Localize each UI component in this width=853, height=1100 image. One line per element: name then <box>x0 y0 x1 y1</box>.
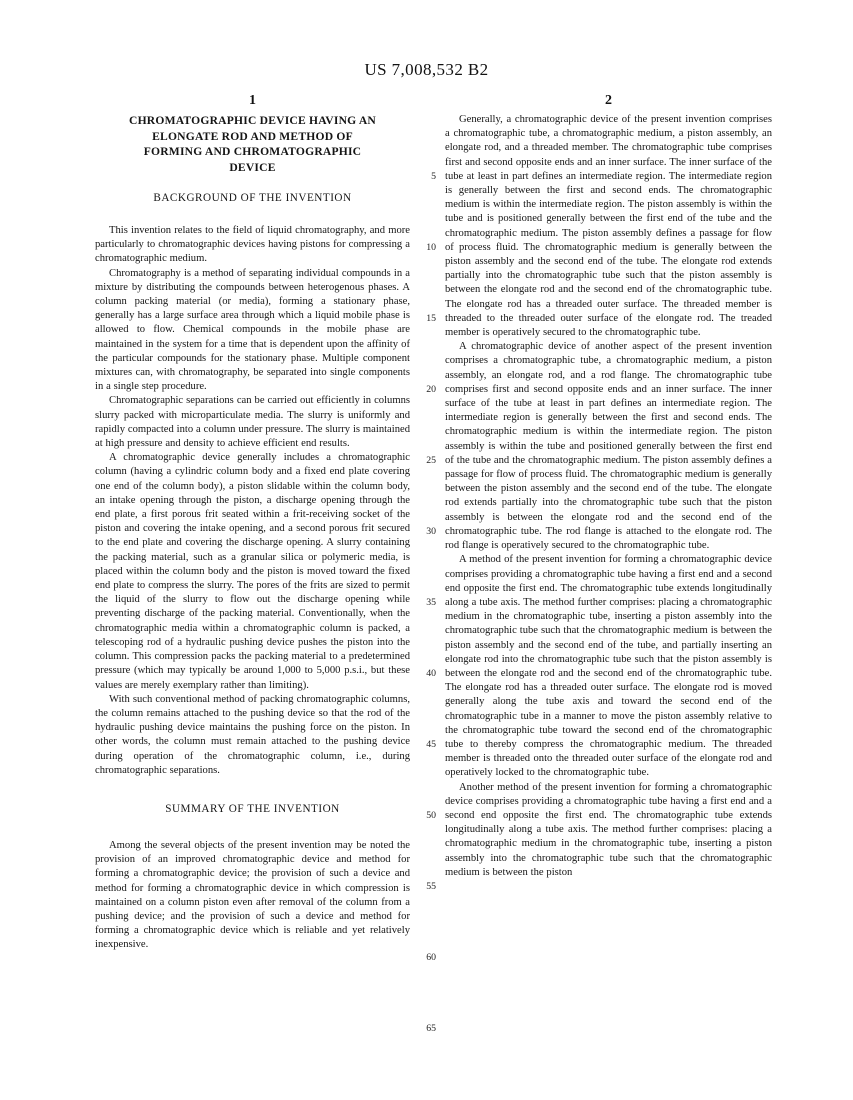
patent-number: US 7,008,532 B2 <box>364 60 489 79</box>
section-heading-summary: SUMMARY OF THE INVENTION <box>165 802 340 815</box>
line-number-gutter <box>410 92 445 1036</box>
two-column-body <box>95 92 772 1036</box>
invention-title-line: ELONGATE ROD AND METHOD OF <box>152 129 353 143</box>
line-number: 35 <box>426 596 436 608</box>
line-number: 40 <box>426 667 436 679</box>
line-number: 5 <box>431 170 436 182</box>
line-number: 60 <box>426 951 436 963</box>
line-number: 10 <box>426 241 436 253</box>
line-number: 25 <box>426 454 436 466</box>
line-number: 55 <box>426 880 436 892</box>
column-number-right: 2 <box>605 93 612 108</box>
line-number: 15 <box>426 312 436 324</box>
invention-title-line: DEVICE <box>229 160 276 174</box>
invention-title <box>95 113 410 175</box>
line-number: 30 <box>426 525 436 537</box>
line-number: 50 <box>426 809 436 821</box>
invention-title-line: FORMING AND CHROMATOGRAPHIC <box>143 145 362 158</box>
invention-title-line: CHROMATOGRAPHIC DEVICE HAVING AN <box>129 114 376 127</box>
right-paragraph-4: Another method of the present invention for forming a chromatographic device comprises providing a chromatographic tube having a first end and a second end opposite the first end. The chromatographic tube extends longitudinally along a tube axis. The method further comprises: placing a chromatographic medium in the chromatographic tube, inserting a piston assembly into the chromatographic tube such that the chromatographic medium is between the piston <box>445 781 772 878</box>
line-number: 65 <box>426 1022 436 1034</box>
right-paragraph-2: A chromatographic device of another aspect of the present invention comprises a chromatographic tube, a chromatographic medium, a piston assembly, an elongate rod, and a rod flange. The chromatographic tube comprises first and second opposite ends and an inner surface. The inner surface of the tube at least in part defines an intermediate region. The intermediate region is generally between the first and second ends. The chromatographic medium is within the intermediate region. The piston assembly is within the tube and positioned generally between the first end of the tube and the chromatographic medium. The piston assembly defines a passage for flow of process fluid. The chromatographic medium is generally between the piston assembly and the second end of the tube. The elongate rod extends partially into the chromatographic tube such that the piston assembly is between the elongate rod and the second end of the chromatographic tube. The rod flange is attached to the elongate rod. The rod flange is operatively secured to the chromatographic tube. <box>445 341 772 552</box>
background-paragraph-2: Chromatography is a method of separating individual compounds in a mixture by distributing the compounds between heterogenous phases. A column packing material (or media), forming a stationary phase, generally has a large surface area through which a liquid mobile phase is allowed to flow. Chemical compounds in the mobile phase are maintained in the system for a time that is dependent upon the affinity of the particular compounds for the stationary phase. Multiple component mixtures can, with chromatography, be separated into single components in a single step procedure. <box>95 267 410 393</box>
background-paragraph-1: This invention relates to the field of liquid chromatography, and more particularly to chromatographic devices having pistons for compressing a chromatographic medium. <box>95 225 410 265</box>
column-number-left: 1 <box>249 93 256 108</box>
background-paragraph-5: With such conventional method of packing chromatographic columns, the column remains attached to the pushing device so that the rod of the hydraulic pushing device maintains the pushing force on the piston. In other words, the column must remain attached to the pushing device during operation of the chromatographic column, i.e., during chromatographic separations. <box>95 693 410 776</box>
right-column <box>445 92 772 1036</box>
line-number: 45 <box>426 738 436 750</box>
section-heading-background: BACKGROUND OF THE INVENTION <box>153 192 352 204</box>
right-paragraph-1: Generally, a chromatographic device of the present invention comprises a chromatographic tube, a chromatographic medium, a piston assembly, an elongate rod, and a threaded member. The chromatographic tube comprises first and second opposite ends and an inner surface. The inner surface of the tube at least in part defines an intermediate region. The intermediate region is generally between the first and second ends. The chromatographic medium is within the intermediate region. The piston assembly is within the tube and is positioned generally between the first end of the tube and the chromatographic medium. The piston assembly defines a passage for flow of process fluid. The chromatographic medium is generally between the piston assembly and the second end of the tube. The elongate rod extends partially into the chromatographic tube such that the piston assembly is between the elongate rod and the second end of the chromatographic tube. The elongate rod has a threaded outer surface. The threaded member is threaded to the threaded outer surface of the elongate rod. The treaded member is operatively secured to the chromatographic tube. <box>445 114 772 339</box>
background-paragraph-3: Chromatographic separations can be carried out efficiently in columns slurry packed with microparticulate media. The slurry is uniformly and rapidly compacted into a column under pressure. The slurry is maintained at high pressure and density to achieve efficient end results. <box>95 395 410 450</box>
right-paragraph-3: A method of the present invention for forming a chromatographic device comprises providing a chromatographic tube having a first end and a second end opposite the first end. The chromatographic tube extends longitudinally along a tube axis. The method further comprises: placing a chromatographic medium in the chromatographic tube, inserting a piston assembly into the chromatographic tube such that the chromatographic medium is between the piston assembly and the second end of the tube, and partially inserting an elongate rod into the chromatographic tube such that the piston assembly is between the elongate rod and the second end of the chromatographic tube. The elongate rod has a threaded outer surface. The elongate rod is moved generally along the tube axis and toward the second end of the chromatographic tube in a manner to move the piston assembly relative to the chromatographic tube toward the second end of the chromatographic tube to thereby compress the chromatographic medium. The threaded member is threaded onto the threaded outer surface of the elongate rod and operatively locked to the chromatographic tube. <box>445 554 772 779</box>
background-paragraph-4: A chromatographic device generally includes a chromatographic column (having a cylindric column body and a fixed end plate covering one end of the column body), a piston slidable within the column body, an intake opening through the piston, a discharge opening through the end plate, a first porous frit seated within a frit-receiving socket of the piston and covering the intake opening, and a second porous frit secured to the end plate and covering the discharge opening. A slurry containing the packing material, such as a granular silica or polymeric media, is placed within the column body and the piston is moved toward the fixed end plate to compress the slurry. The pores of the frits are sized to permit the liquid of the slurry to flow out the discharge opening while preventing discharge of the packing material. Conventionally, when the chromatographic media within a chromatographic column is packed, a telescoping rod of a hydraulic pushing device pushes the piston into the column. This compression packs the packing material to a predetermined pressure (which may typically be around 1,000 to 5,000 p.s.i., but these values are merely exemplary rather than limiting). <box>95 452 410 691</box>
summary-paragraph-1: Among the several objects of the present invention may be noted the provision of an improved chromatographic device and method for forming a chromatographic device; the provision of such a device and method for forming a chromatographic device in which compression is maintained on a column piston even after removal of the column from a pushing device; and the provision of such a device and method for forming a chromatographic device which is reliable and yet relatively inexpensive. <box>95 839 410 951</box>
left-column <box>95 92 410 1036</box>
line-number: 20 <box>426 383 436 395</box>
